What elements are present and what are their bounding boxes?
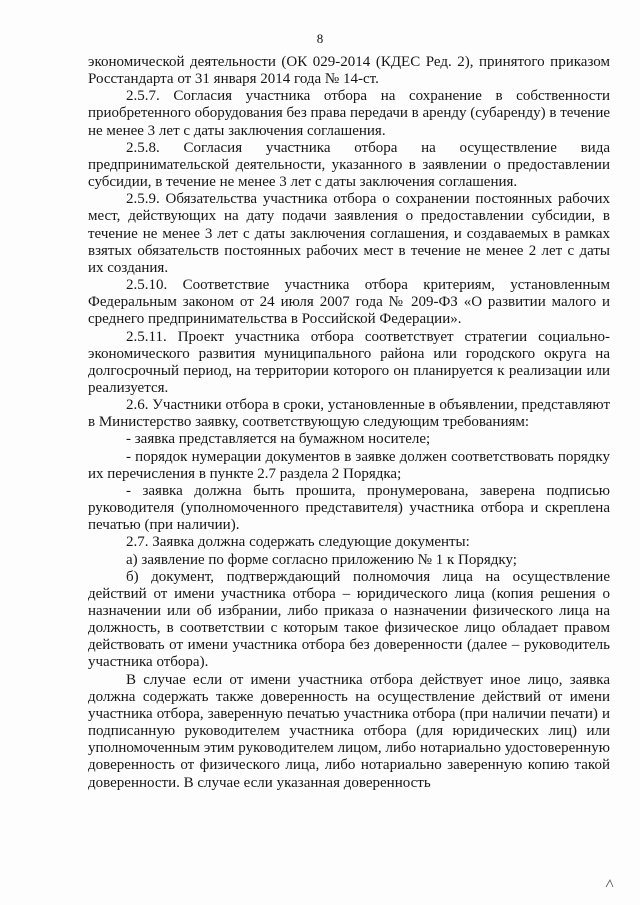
list-item-numbering-order: - порядок нумерации документов в заявке должен соответствовать порядку их перечисления в пункте 2.7 раздела 2 Порядка;: [88, 448, 610, 482]
list-item-b-authority-document: б) документ, подтверждающий полномочия лица на осуществление действий от имени участника отбора – юридического лица (копия решения о назначении или об избрании, либо приказа о назначении физического лица на должность, в соответствии с которым такое физическое лицо обладает правом действовать от имени участника отбора без доверенности (далее – руководитель участника отбора).: [88, 568, 610, 671]
list-item-binding-signature: - заявка должна быть прошита, пронумерована, заверена подписью руководителя (уполномоченного представителя) участника отбора и скреплена печатью (при наличии).: [88, 482, 610, 534]
scan-artifact-mark: [604, 877, 616, 889]
paragraph-2-5-7: 2.5.7. Согласия участника отбора на сохранение в собственности приобретенного оборудования без права передачи в аренду (субаренду) в течение не менее 3 лет с даты заключения соглашения.: [88, 88, 610, 139]
document-body: [88, 54, 610, 792]
paragraph-power-of-attorney: В случае если от имени участника отбора действует иное лицо, заявка должна содержать также доверенность на осуществление действий от имени участника отбора, заверенную печатью участника отбора (при наличии печати) и подписанную руководителем участника отбора (для юридических лиц) или уполномоченным этим руководителем лицом, либо нотариально удостоверенную доверенность от физического лица, либо нотариально заверенную копию такой доверенности. В случае если указанная доверенность: [88, 671, 610, 791]
paragraph-2-5-9: 2.5.9. Обязательства участника отбора о сохранении постоянных рабочих мест, действующих на дату подачи заявления о предоставлении субсидии, в течение не менее 3 лет с даты заключения соглашения, и создаваемых в рамках взятых обязательств постоянных рабочих мест в течение не менее 2 лет с даты их создания.: [88, 191, 610, 276]
list-item-paper-carrier: - заявка представляется на бумажном носителе;: [126, 431, 431, 448]
list-item-a-application: а) заявление по форме согласно приложению № 1 к Порядку;: [126, 551, 517, 568]
paragraph-2-5-8: 2.5.8. Согласия участника отбора на осуществление вида предпринимательской деятельности, указанного в заявлении о предоставлении субсидии, в течение не менее 3 лет с даты заключения соглашения.: [88, 139, 610, 191]
paragraph-2-5-11: 2.5.11. Проект участника отбора соответствует стратегии социально-экономического развития муниципального района или городского округа на долгосрочный период, на территории которого он планируется к реализации или реализуется.: [88, 328, 610, 396]
paragraph-2-6: 2.6. Участники отбора в сроки, установленные в объявлении, представляют в Министерство заявку, соответствующую следующим требованиям:: [88, 397, 610, 431]
paragraph-2-5-10: 2.5.10. Соответствие участника отбора критериям, установленным Федеральным законом от 24 июля 2007 года № 209-ФЗ «О развитии малого и среднего предпринимательства в Российской Федерации».: [88, 277, 610, 328]
paragraph-2-7: 2.7. Заявка должна содержать следующие документы:: [126, 534, 470, 551]
page-number: 8: [316, 31, 324, 46]
paragraph-okved-continuation: экономической деятельности (ОК 029-2014 (КДЕС Ред. 2), принятого приказом Росстандарта от 31 января 2014 года № 14-ст.: [88, 54, 610, 88]
